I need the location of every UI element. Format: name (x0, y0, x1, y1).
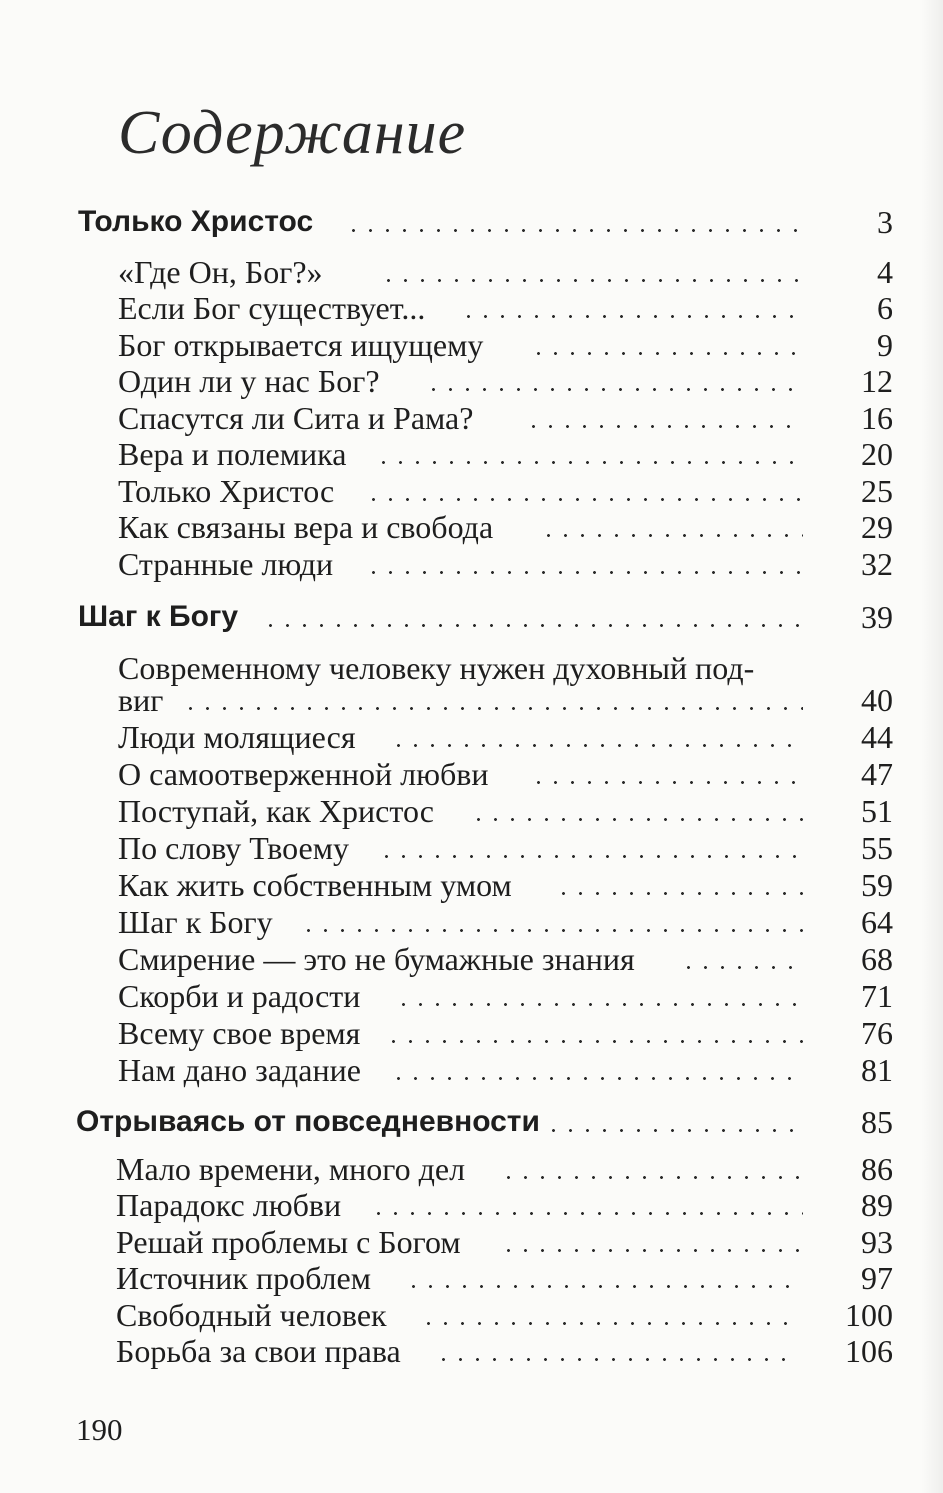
toc-entry (0, 361, 943, 401)
toc-entry-title: Решай проблемы с Богом (116, 1224, 461, 1260)
dot-leader (405, 1285, 803, 1288)
toc-page-number: 106 (845, 1333, 893, 1369)
toc-entry (0, 1149, 943, 1189)
toc-page-number: 68 (861, 941, 893, 977)
toc-entry-title: Бог открывается ищущему (118, 327, 484, 363)
page-number: 190 (76, 1412, 123, 1447)
dot-leader (500, 1176, 803, 1179)
toc-page-number: 89 (861, 1187, 893, 1223)
toc-entry-title: Борьба за свои права (116, 1333, 401, 1369)
toc-section (0, 1102, 943, 1142)
toc-entry-title: Один ли у нас Бог? (118, 363, 380, 399)
dot-leader (540, 534, 803, 537)
toc-entry (0, 717, 943, 757)
toc-entry (0, 865, 943, 905)
toc-entry (0, 252, 943, 292)
toc-entry-title: Странные люди (118, 546, 334, 582)
toc-entry-title: Современному человеку нужен духовный под- (118, 650, 755, 686)
dot-leader (425, 388, 803, 391)
dot-leader (680, 966, 803, 969)
toc-section (0, 597, 943, 637)
toc-page-number: 86 (861, 1151, 893, 1187)
dot-leader (370, 1212, 803, 1215)
toc-entry (0, 507, 943, 547)
toc-entry (0, 398, 943, 438)
toc-page-number: 12 (861, 363, 893, 399)
toc-section-title: Шаг к Богу (78, 600, 239, 633)
toc-entry-title: По слову Твоему (118, 830, 349, 866)
toc-entry-title: Всему свое время (118, 1015, 361, 1051)
dot-leader (530, 781, 803, 784)
toc-entry (0, 828, 943, 868)
toc-entry (0, 902, 943, 942)
toc-entry-title: Свободный человек (116, 1297, 387, 1333)
toc-entry-title: Поступай, как Христос (118, 793, 434, 829)
toc-entry-title: Как связаны вера и свобода (118, 509, 494, 545)
dot-leader (525, 425, 803, 428)
dot-leader (300, 929, 803, 932)
toc-page-number: 9 (877, 327, 893, 363)
dot-leader (365, 571, 803, 574)
toc-section (0, 202, 943, 242)
dot-leader (470, 818, 803, 821)
dot-leader (378, 855, 803, 858)
toc-page-number: 85 (861, 1104, 893, 1140)
toc-entry (0, 754, 943, 794)
dot-leader (555, 892, 803, 895)
dot-leader (390, 744, 803, 747)
toc-entry (0, 1222, 943, 1262)
toc-entry-title: Шаг к Богу (118, 904, 273, 940)
toc-page-number: 20 (861, 436, 893, 472)
toc-entry-title: Если Бог существует... (118, 290, 426, 326)
toc-entry-title: Парадокс любви (116, 1187, 342, 1223)
toc-entry-title: «Где Он, Бог?» (118, 254, 323, 290)
toc-entry (0, 791, 943, 831)
toc-entry-title: Источник проблем (116, 1260, 371, 1296)
toc-entry (0, 544, 943, 584)
toc-entry-title: Вера и полемика (118, 436, 347, 472)
toc-entry (0, 1295, 943, 1335)
toc-page-number: 32 (861, 546, 893, 582)
toc-page-number: 76 (861, 1015, 893, 1051)
toc-page-number: 47 (861, 756, 893, 792)
toc-entry-title: Смирение — это не бумажные знания (118, 941, 635, 977)
toc-page-number: 16 (861, 400, 893, 436)
toc-entry-title: О самоотверженной любви (118, 756, 489, 792)
toc-entry (0, 325, 943, 365)
dot-leader (435, 1358, 793, 1361)
toc-page-number: 64 (861, 904, 893, 940)
toc-page-number: 29 (861, 509, 893, 545)
toc-section-title: Только Христос (78, 205, 314, 238)
toc-page-number: 51 (861, 793, 893, 829)
toc-entry-title: Люди молящиеся (118, 719, 356, 755)
dot-leader (365, 498, 803, 501)
toc-entry-title: Скорби и радости (118, 978, 361, 1014)
toc-section-title: Отрываясь от повседневности (76, 1105, 540, 1138)
dot-leader (182, 707, 803, 710)
dot-leader (500, 1249, 803, 1252)
toc-entry (0, 680, 943, 720)
dot-leader (390, 1077, 803, 1080)
dot-leader (395, 1003, 803, 1006)
dot-leader (530, 352, 803, 355)
page-title: Содержание (118, 99, 467, 167)
toc-page-number: 3 (877, 204, 893, 240)
toc-page-number: 59 (861, 867, 893, 903)
toc-page-number: 93 (861, 1224, 893, 1260)
toc-entry-title: Нам дано задание (118, 1052, 361, 1088)
toc-page-number: 55 (861, 830, 893, 866)
toc-page-number: 4 (877, 254, 893, 290)
toc-entry (0, 1185, 943, 1225)
toc-entry (0, 939, 943, 979)
toc-entry (0, 1258, 943, 1298)
toc-entry (0, 288, 943, 328)
toc-page-number: 39 (861, 599, 893, 635)
dot-leader (262, 624, 803, 627)
toc-page-number: 81 (861, 1052, 893, 1088)
toc-entry (0, 434, 943, 474)
toc-entry-title: Спасутся ли Сита и Рама? (118, 400, 474, 436)
toc-page-number: 6 (877, 290, 893, 326)
toc-entry (0, 1050, 943, 1090)
toc-entry-title: Как жить собственным умом (118, 867, 512, 903)
dot-leader (545, 1129, 803, 1132)
dot-leader (345, 229, 803, 232)
toc-entry (0, 471, 943, 511)
toc-entry (0, 1013, 943, 1053)
toc-entry-title: виг (118, 682, 164, 718)
toc-entry-title: Только Христос (118, 473, 335, 509)
toc-entry (0, 976, 943, 1016)
toc-page-number: 25 (861, 473, 893, 509)
dot-leader (420, 1322, 793, 1325)
toc-page-number: 97 (861, 1260, 893, 1296)
dot-leader (460, 315, 803, 318)
toc-page-number: 44 (861, 719, 893, 755)
toc-entry-title: Мало времени, много дел (116, 1151, 466, 1187)
dot-leader (385, 1040, 803, 1043)
toc-page-number: 71 (861, 978, 893, 1014)
dot-leader (380, 279, 803, 282)
dot-leader (375, 461, 803, 464)
toc-page-number: 40 (861, 682, 893, 718)
toc-entry (0, 1331, 943, 1371)
toc-page-number: 100 (845, 1297, 893, 1333)
